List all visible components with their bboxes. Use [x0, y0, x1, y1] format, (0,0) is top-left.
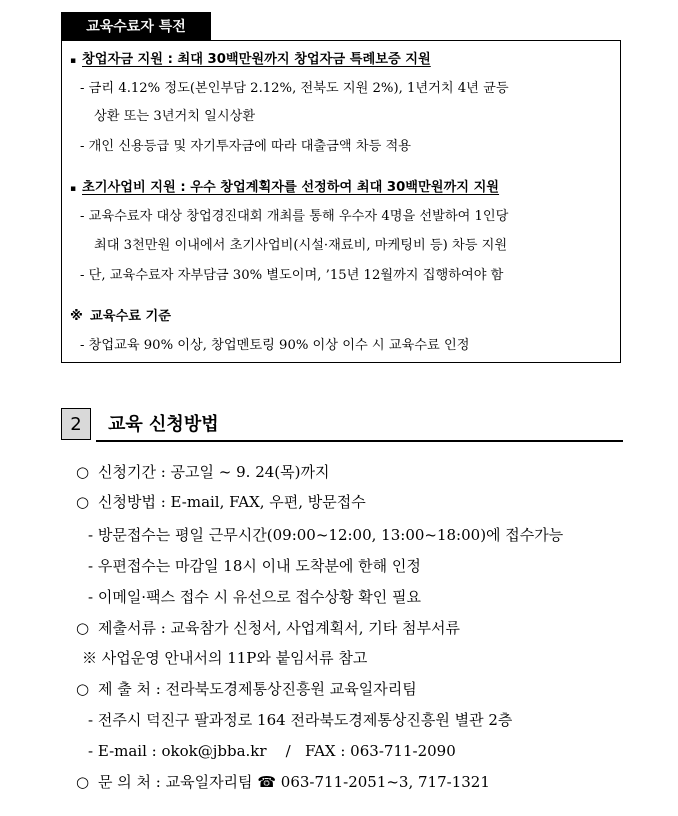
submit-to-text: 제 출 처 : 전라북도경제통상진흥원 교육일자리팀 — [98, 680, 417, 698]
application-period-text: 신청기간 : 공고일 ~ 9. 24(목)까지 — [98, 463, 330, 481]
benefits-box — [61, 40, 621, 363]
section-number: 2 — [61, 408, 91, 440]
initial-cost-heading-text: 초기사업비 지원 : 우수 창업계획자를 선정하여 최대 30백만원까지 지원 — [82, 180, 500, 195]
note-mark: ※ — [70, 309, 83, 324]
phone-icon: ☎ — [257, 773, 277, 791]
inquiry-label: 문 의 처 : 교육일자리팀 — [98, 773, 253, 791]
circle-bullet-icon: ○ — [76, 463, 90, 481]
section-title: 교육 신청방법 — [108, 414, 219, 435]
initial-cost-line-2: 최대 3천만원 이내에서 초기사업비(시설·재료비, 마케팅비 등) 차등 지원 — [94, 238, 508, 253]
section-title-underline — [96, 440, 623, 442]
address-row: - 전주시 덕진구 팔과정로 164 전라북도경제통상진흥원 별관 2층 — [88, 711, 513, 729]
bullet-dot: ▪ — [70, 56, 77, 66]
inquiry-phone: 063-711-2051~3, 717-1321 — [280, 773, 490, 791]
circle-bullet-icon: ○ — [76, 619, 90, 637]
circle-bullet-icon: ○ — [76, 680, 90, 698]
bullet-dot: ▪ — [70, 184, 77, 194]
benefits-tab-label: 교육수료자 특전 — [61, 12, 211, 40]
startup-fund-line-3: - 개인 신용등급 및 자기투자금에 따라 대출금액 차등 적용 — [80, 139, 411, 154]
initial-cost-line-1: - 교육수료자 대상 창업경진대회 개최를 통해 우수자 4명을 선발하여 1인당 — [80, 209, 509, 224]
mail-submission-row: - 우편접수는 마감일 18시 이내 도착분에 한해 인정 — [88, 557, 421, 575]
startup-fund-heading-text: 창업자금 지원 : 최대 30백만원까지 창업자금 특례보증 지원 — [82, 52, 431, 67]
email-fax-submission-row: - 이메일·팩스 접수 시 유선으로 접수상황 확인 필요 — [88, 588, 422, 606]
submit-to-row — [76, 678, 417, 700]
visit-submission-row: - 방문접수는 평일 근무시간(09:00~12:00, 13:00~18:00)에 접수가능 — [88, 526, 564, 544]
application-method-text: 신청방법 : E-mail, FAX, 우편, 방문접수 — [98, 493, 366, 511]
email-fax-row: - E-mail : okok@jbba.kr / FAX : 063-711-2090 — [88, 742, 456, 760]
inquiry-row — [76, 771, 490, 793]
completion-criteria-heading — [70, 307, 171, 327]
initial-cost-line-3: - 단, 교육수료자 자부담금 30% 별도이며, ’15년 12월까지 집행하여야 함 — [80, 268, 504, 283]
initial-cost-heading — [70, 178, 499, 199]
documents-text: 제출서류 : 교육참가 신청서, 사업계획서, 기타 첨부서류 — [98, 619, 460, 637]
circle-bullet-icon: ○ — [76, 493, 90, 511]
completion-criteria-heading-text: 교육수료 기준 — [90, 309, 172, 324]
startup-fund-heading — [70, 50, 431, 71]
application-period-row — [76, 461, 329, 483]
application-method-row — [76, 491, 366, 513]
completion-criteria-line: - 창업교육 90% 이상, 창업멘토링 90% 이상 이수 시 교육수료 인정 — [80, 338, 470, 353]
documents-row — [76, 617, 460, 639]
startup-fund-line-1: - 금리 4.12% 정도(본인부담 2.12%, 전북도 지원 2%), 1년거치 4년 균등 — [80, 81, 509, 96]
circle-bullet-icon: ○ — [76, 773, 90, 791]
documents-note-row: ※ 사업운영 안내서의 11P와 붙임서류 참고 — [82, 649, 368, 667]
startup-fund-line-2: 상환 또는 3년거치 일시상환 — [94, 109, 256, 124]
